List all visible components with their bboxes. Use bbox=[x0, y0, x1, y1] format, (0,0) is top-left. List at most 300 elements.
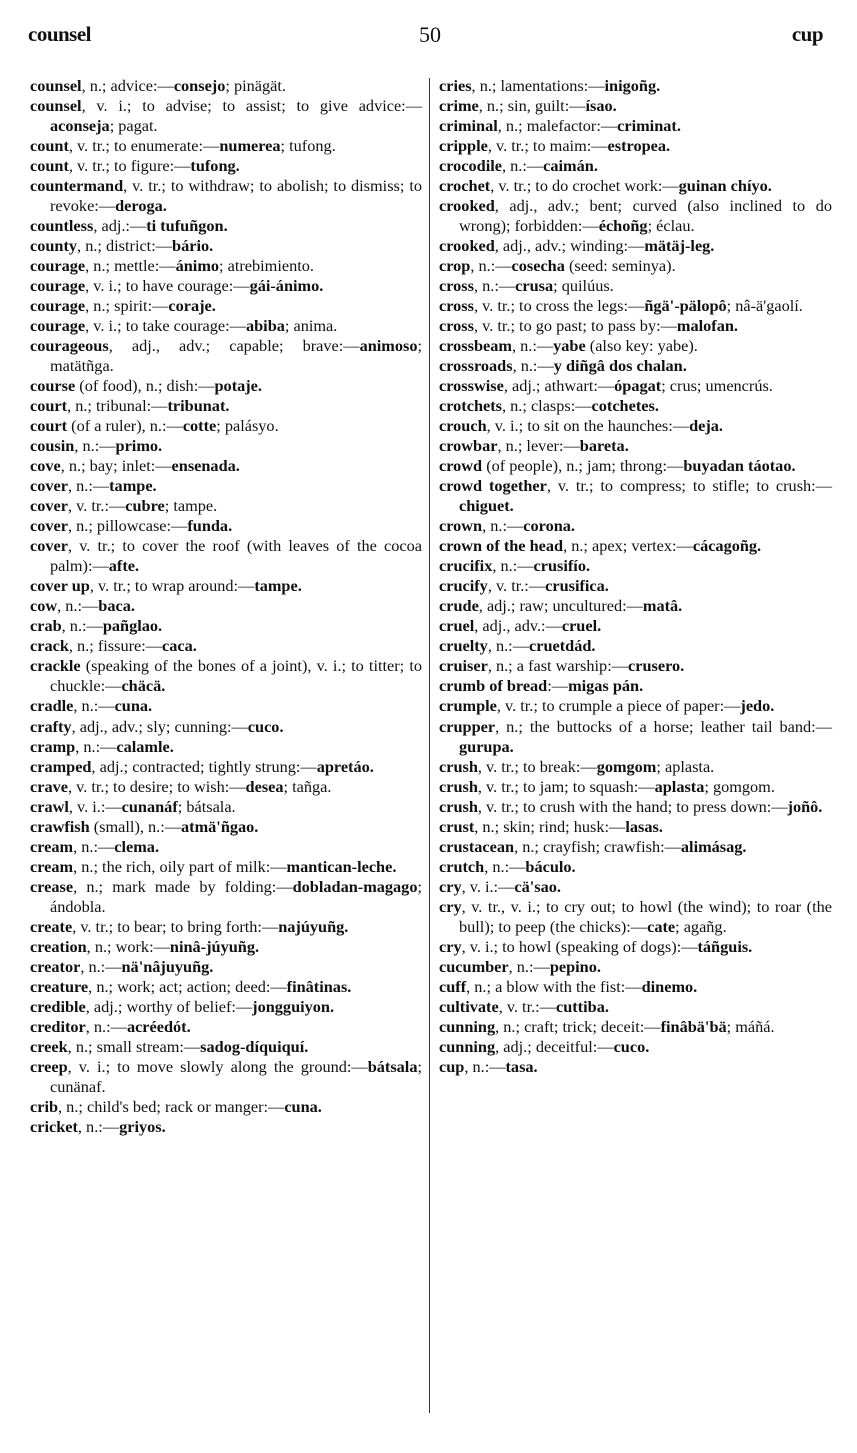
translation: gomgom bbox=[596, 756, 657, 776]
dictionary-entry bbox=[439, 356, 832, 376]
definition: , adj., adv.; sly; cunning:— bbox=[71, 716, 248, 736]
translation: bareta. bbox=[579, 436, 629, 456]
dictionary-entry bbox=[30, 216, 422, 236]
dictionary-entry bbox=[439, 997, 832, 1017]
translation: coraje. bbox=[168, 296, 216, 316]
translation-variant: ; agañg. bbox=[675, 916, 727, 936]
headword: cry bbox=[439, 896, 462, 916]
definition: , n.; bay; inlet:— bbox=[60, 456, 172, 476]
dictionary-entry bbox=[30, 236, 422, 256]
headword: cucumber bbox=[439, 956, 509, 976]
definition: , n.:— bbox=[482, 516, 524, 536]
column-divider bbox=[429, 78, 430, 1413]
translation-variant: (seed: seminya). bbox=[568, 256, 676, 276]
translation: afte. bbox=[108, 556, 140, 576]
translation: caimán. bbox=[543, 156, 598, 176]
definition: (of a ruler), n.:— bbox=[67, 416, 183, 436]
translation-variant: ; cunänaf. bbox=[50, 1056, 422, 1096]
definition: , adj.; deceitful:— bbox=[495, 1036, 614, 1056]
definition: , v. tr., v. i.; to cry out; to howl (the wind); to roar (the bull); to peep (the chicks):— bbox=[459, 896, 832, 936]
headword: cunning bbox=[439, 1036, 496, 1056]
translation: cuna. bbox=[114, 696, 153, 716]
dictionary-entry bbox=[439, 1037, 832, 1057]
translation: cuco. bbox=[247, 716, 284, 736]
translation: desea bbox=[245, 776, 284, 796]
translation-variant: (also key: yabe). bbox=[589, 336, 698, 356]
headword: crossbeam bbox=[439, 336, 512, 356]
definition: , v. tr.; to compress; to stifle; to crush:— bbox=[546, 476, 832, 496]
dictionary-entry bbox=[30, 757, 422, 777]
translation: cuco. bbox=[613, 1036, 650, 1056]
headword: crooked bbox=[439, 196, 495, 216]
definition: , n.; the rich, oily part of milk:— bbox=[73, 856, 287, 876]
definition: , n.; lever:— bbox=[497, 436, 580, 456]
translation: y diñgâ dos chalan. bbox=[553, 356, 687, 376]
headword: crab bbox=[30, 616, 62, 636]
dictionary-entry bbox=[439, 416, 832, 436]
definition: , n.:— bbox=[85, 1016, 127, 1036]
dictionary-entry bbox=[439, 176, 832, 196]
translation: bário. bbox=[172, 236, 214, 256]
translation: échoñg bbox=[598, 216, 648, 236]
dictionary-entry bbox=[439, 717, 832, 757]
dictionary-entry bbox=[439, 156, 832, 176]
headword: court bbox=[30, 396, 68, 416]
headword: cunning bbox=[439, 1016, 496, 1036]
dictionary-entry bbox=[439, 256, 832, 276]
translation-variant: ; tañga. bbox=[283, 776, 332, 796]
dictionary-entry bbox=[30, 1097, 422, 1117]
translation-variant: ; anima. bbox=[284, 316, 338, 336]
headword: cramped bbox=[30, 756, 92, 776]
headword: crime bbox=[439, 96, 479, 116]
definition: , n.; work; act; action; deed:— bbox=[88, 976, 287, 996]
headword: cross bbox=[439, 316, 474, 336]
definition: , n.:— bbox=[80, 956, 122, 976]
definition: , adj.; raw; uncultured:— bbox=[478, 596, 643, 616]
definition: , v. i.; to have courage:— bbox=[85, 276, 250, 296]
headword: crupper bbox=[439, 716, 496, 736]
dictionary-entry bbox=[439, 476, 832, 516]
definition: , n.; work:— bbox=[86, 936, 170, 956]
definition: , v. i.; to sit on the haunches:— bbox=[486, 416, 690, 436]
headword: cry bbox=[439, 876, 462, 896]
definition: , n.; crayfish; crawfish:— bbox=[514, 836, 681, 856]
translation-variant: ; pagat. bbox=[109, 116, 158, 136]
dictionary-entry bbox=[439, 817, 832, 837]
definition: , n.:— bbox=[57, 596, 99, 616]
translation: chäcä. bbox=[121, 676, 166, 696]
definition: , adj.; athwart:— bbox=[503, 376, 615, 396]
headword: crossroads bbox=[439, 356, 513, 376]
translation: finâtinas. bbox=[286, 976, 352, 996]
headword: cousin bbox=[30, 436, 75, 456]
translation-variant: ; aplasta. bbox=[656, 756, 715, 776]
headword: crown of the head bbox=[439, 536, 564, 556]
translation-variant: ; matätñga. bbox=[50, 336, 422, 376]
dictionary-entry bbox=[30, 917, 422, 937]
headword: count bbox=[30, 156, 69, 176]
definition: , n.:— bbox=[511, 336, 554, 356]
dictionary-entry bbox=[439, 556, 832, 576]
running-head-right: cup bbox=[791, 22, 823, 46]
headword: counsel bbox=[30, 76, 82, 95]
headword: crush bbox=[439, 796, 478, 816]
translation-variant: ; gomgom. bbox=[704, 776, 775, 796]
translation: yabe bbox=[553, 336, 590, 356]
definition: , n.; malefactor:— bbox=[497, 116, 618, 136]
dictionary-entry bbox=[30, 96, 422, 136]
dictionary-entry bbox=[439, 696, 832, 716]
dictionary-entry bbox=[439, 96, 832, 116]
translation: criminat. bbox=[617, 116, 681, 136]
dictionary-entry bbox=[30, 496, 422, 516]
translation: mantican-leche. bbox=[286, 856, 397, 876]
translation: chiguet. bbox=[459, 496, 514, 516]
definition: , v. tr.; to crumple a piece of paper:— bbox=[496, 696, 741, 716]
headword: crowbar bbox=[439, 436, 498, 456]
translation: funda. bbox=[187, 516, 233, 536]
headword: crude bbox=[439, 596, 479, 616]
definition: , v. tr.; to cover the roof (with leaves of the cocoa palm):— bbox=[50, 536, 422, 576]
definition: , n.; mark made by folding:— bbox=[73, 876, 293, 896]
dictionary-entry bbox=[439, 436, 832, 456]
dictionary-entry bbox=[439, 777, 832, 797]
definition: , n.; spirit:— bbox=[85, 296, 169, 316]
headword: cross bbox=[439, 276, 474, 296]
translation: baca. bbox=[98, 596, 135, 616]
headword: crucify bbox=[439, 576, 488, 596]
definition: , n.; craft; trick; deceit:— bbox=[495, 1016, 661, 1036]
translation: numerea bbox=[219, 136, 281, 156]
headword: courage bbox=[30, 296, 86, 316]
headword: cramp bbox=[30, 736, 76, 756]
dictionary-entry bbox=[439, 536, 832, 556]
headword: cover up bbox=[30, 576, 90, 596]
headword: creep bbox=[30, 1056, 68, 1076]
definition: , n.:— bbox=[74, 436, 116, 456]
translation: inigoñg. bbox=[604, 76, 661, 95]
headword: counsel bbox=[30, 96, 82, 116]
definition: , n.:— bbox=[484, 856, 526, 876]
dictionary-entry bbox=[439, 516, 832, 536]
dictionary-entry bbox=[439, 837, 832, 857]
dictionary-entry bbox=[30, 396, 422, 416]
definition: , n.; child's bed; rack or manger:— bbox=[58, 1096, 285, 1116]
translation: najúyuñg. bbox=[278, 916, 349, 936]
translation: deroga. bbox=[115, 196, 167, 216]
dictionary-entry bbox=[30, 1037, 422, 1057]
dictionary-entry bbox=[30, 717, 422, 737]
dictionary-entry bbox=[30, 977, 422, 997]
headword: cruel bbox=[439, 616, 475, 636]
translation: jedo. bbox=[740, 696, 775, 716]
translation: consejo bbox=[173, 76, 226, 95]
translation: ánimo bbox=[175, 256, 220, 276]
translation: cruel. bbox=[561, 616, 602, 636]
translation: matâ. bbox=[642, 596, 683, 616]
definition: , n.; pillowcase:— bbox=[67, 516, 188, 536]
dictionary-entry bbox=[30, 336, 422, 376]
headword: cry bbox=[439, 936, 462, 956]
dictionary-entry bbox=[439, 376, 832, 396]
translation: ensenada. bbox=[171, 456, 240, 476]
translation: mätäj-leg. bbox=[644, 236, 715, 256]
definition: , n.; the buttocks of a horse; leather tail band:— bbox=[495, 716, 832, 736]
translation: báculo. bbox=[525, 856, 576, 876]
definition: , v. tr.; to enumerate:— bbox=[68, 136, 220, 156]
definition: , n.; clasps:— bbox=[502, 396, 592, 416]
headword: crumple bbox=[439, 696, 497, 716]
translation-variant: ; palásyo. bbox=[216, 416, 279, 436]
headword: courage bbox=[30, 316, 86, 336]
dictionary-entry bbox=[439, 116, 832, 136]
dictionary-entry bbox=[30, 436, 422, 456]
definition: (small), n.:— bbox=[89, 816, 182, 836]
dictionary-entry bbox=[30, 777, 422, 797]
dictionary-entry bbox=[439, 236, 832, 256]
definition: , n.; sin, guilt:— bbox=[478, 96, 586, 116]
translation: acréedót. bbox=[126, 1016, 191, 1036]
headword: cradle bbox=[30, 696, 74, 716]
translation: migas pán. bbox=[568, 676, 644, 696]
definition: , n.; apex; vertex:— bbox=[563, 536, 693, 556]
dictionary-entry bbox=[439, 456, 832, 476]
definition: , n.:— bbox=[61, 616, 103, 636]
right-column bbox=[439, 76, 832, 1077]
translation: cosecha bbox=[511, 256, 569, 276]
headword: county bbox=[30, 236, 78, 256]
headword: crust bbox=[439, 816, 475, 836]
dictionary-entry bbox=[439, 276, 832, 296]
definition: , v. tr.; to withdraw; to abolish; to dismiss; to revoke:— bbox=[50, 176, 422, 216]
left-column bbox=[30, 76, 422, 1137]
dictionary-entry bbox=[439, 857, 832, 877]
dictionary-entry bbox=[439, 957, 832, 977]
dictionary-entry bbox=[30, 1017, 422, 1037]
translation-variant: ; crus; umencrús. bbox=[661, 376, 773, 396]
dictionary-entry bbox=[30, 296, 422, 316]
dictionary-entry bbox=[30, 276, 422, 296]
headword: crowd bbox=[439, 456, 483, 476]
dictionary-entry bbox=[30, 937, 422, 957]
definition: , n.; fissure:— bbox=[68, 636, 163, 656]
headword: crush bbox=[439, 776, 478, 796]
definition: , v. tr.; to crush with the hand; to press down:— bbox=[477, 796, 788, 816]
translation-variant: ; atrebimiento. bbox=[219, 256, 314, 276]
translation: potaje. bbox=[214, 376, 262, 396]
dictionary-entry bbox=[30, 596, 422, 616]
translation: cunanáf bbox=[121, 796, 178, 816]
headword: crosswise bbox=[439, 376, 504, 396]
definition: , n.:— bbox=[77, 1116, 120, 1136]
definition: , adj., adv.; bent; curved (also inclined to do wrong); forbidden:— bbox=[459, 196, 832, 236]
headword: credible bbox=[30, 996, 86, 1016]
translation: joñô. bbox=[787, 796, 823, 816]
translation: jongguiyon. bbox=[252, 996, 335, 1016]
headword: cover bbox=[30, 476, 68, 496]
definition: , n.; small stream:— bbox=[67, 1036, 201, 1056]
headword: courageous bbox=[30, 336, 109, 356]
dictionary-entry bbox=[30, 997, 422, 1017]
definition: , v. tr.; to bear; to bring forth:— bbox=[72, 916, 279, 936]
translation: guinan chíyo. bbox=[678, 176, 772, 196]
headword: creator bbox=[30, 956, 81, 976]
dictionary-entry bbox=[30, 696, 422, 716]
translation: ópagat bbox=[614, 376, 662, 396]
headword: cow bbox=[30, 596, 58, 616]
headword: cricket bbox=[30, 1116, 78, 1136]
headword: crotchets bbox=[439, 396, 502, 416]
headword: crowd together bbox=[439, 476, 547, 496]
dictionary-entry bbox=[30, 576, 422, 596]
dictionary-entry bbox=[30, 656, 422, 696]
definition: (of food), n.; dish:— bbox=[75, 376, 215, 396]
definition: , v. i.; to howl (speaking of dogs):— bbox=[461, 936, 698, 956]
translation: deja. bbox=[689, 416, 723, 436]
dictionary-entry bbox=[30, 957, 422, 977]
headword: cream bbox=[30, 836, 74, 856]
definition: , n.; a blow with the fist:— bbox=[466, 976, 642, 996]
headword: courage bbox=[30, 256, 86, 276]
dictionary-entry bbox=[439, 76, 832, 96]
definition: , v. tr.; to maim:— bbox=[487, 136, 608, 156]
definition: , adj.:— bbox=[93, 216, 147, 236]
definition: , v. i.:— bbox=[461, 876, 515, 896]
dictionary-entry bbox=[30, 636, 422, 656]
headword: count bbox=[30, 136, 69, 156]
headword: crawfish bbox=[30, 816, 90, 836]
headword: cuff bbox=[439, 976, 467, 996]
definition: , n.; tribunal:— bbox=[67, 396, 168, 416]
dictionary-entry bbox=[439, 937, 832, 957]
headword: course bbox=[30, 376, 76, 396]
headword: crush bbox=[439, 756, 478, 776]
headword: cream bbox=[30, 856, 74, 876]
definition: , n.:— bbox=[473, 276, 516, 296]
headword: cultivate bbox=[439, 996, 499, 1016]
dictionary-entry bbox=[439, 636, 832, 656]
translation: tasa. bbox=[505, 1056, 538, 1076]
dictionary-entry bbox=[439, 877, 832, 897]
definition: , v. tr.:— bbox=[487, 576, 546, 596]
definition: , v. tr.; to figure:— bbox=[68, 156, 191, 176]
dictionary-entry bbox=[439, 336, 832, 356]
dictionary-entry bbox=[439, 797, 832, 817]
translation-variant: ; tufong. bbox=[280, 136, 336, 156]
translation: alimásag. bbox=[680, 836, 747, 856]
definition: , v. tr.; to wrap around:— bbox=[89, 576, 255, 596]
translation-variant: ; tampe. bbox=[164, 496, 218, 516]
headword: crucifix bbox=[439, 556, 493, 576]
translation: pañglao. bbox=[102, 616, 163, 636]
headword: crocodile bbox=[439, 156, 502, 176]
dictionary-entry bbox=[30, 416, 422, 436]
dictionary-entry bbox=[30, 837, 422, 857]
translation: aconseja bbox=[50, 116, 110, 136]
definition: , n.:— bbox=[512, 356, 554, 376]
translation: tampe. bbox=[109, 476, 157, 496]
headword: cover bbox=[30, 516, 68, 536]
translation: cotchetes. bbox=[591, 396, 659, 416]
headword: crown bbox=[439, 516, 483, 536]
definition: , v. tr.; to cross the legs:— bbox=[473, 296, 645, 316]
translation: nä'nâjuyuñg. bbox=[121, 956, 214, 976]
definition: :— bbox=[547, 676, 569, 696]
dictionary-entry bbox=[30, 516, 422, 536]
headword: crawl bbox=[30, 796, 69, 816]
headword: cover bbox=[30, 496, 68, 516]
definition: , n.; advice:— bbox=[81, 76, 174, 95]
headword: creditor bbox=[30, 1016, 86, 1036]
dictionary-entry bbox=[30, 877, 422, 917]
definition: , adj., adv.:— bbox=[474, 616, 562, 636]
definition: , n.; lamentations:— bbox=[471, 76, 605, 95]
dictionary-entry bbox=[30, 616, 422, 636]
translation: ísao. bbox=[585, 96, 617, 116]
translation: pepino. bbox=[549, 956, 601, 976]
translation: cuna. bbox=[284, 1096, 322, 1116]
definition: , v. i.; to take courage:— bbox=[85, 316, 246, 336]
definition: , n.:— bbox=[502, 156, 544, 176]
translation: tufong. bbox=[190, 156, 240, 176]
translation: crusa bbox=[515, 276, 554, 296]
definition: , adj.; worthy of belief:— bbox=[85, 996, 253, 1016]
translation: clema. bbox=[114, 836, 160, 856]
translation: cruetdád. bbox=[529, 636, 596, 656]
headword: crack bbox=[30, 636, 69, 656]
definition: , n.:— bbox=[67, 476, 110, 496]
headword: crouch bbox=[439, 416, 487, 436]
dictionary-entry bbox=[30, 376, 422, 396]
dictionary-entry bbox=[30, 476, 422, 496]
translation: sadog-díquiquí. bbox=[200, 1036, 309, 1056]
headword: crop bbox=[439, 256, 471, 276]
definition: , n.:— bbox=[464, 1056, 506, 1076]
definition: , n.:— bbox=[73, 696, 115, 716]
dictionary-entry bbox=[439, 1057, 832, 1077]
headword: cripple bbox=[439, 136, 488, 156]
headword: crooked bbox=[439, 236, 495, 256]
dictionary-entry bbox=[30, 176, 422, 216]
dictionary-entry bbox=[439, 977, 832, 997]
headword: creation bbox=[30, 936, 87, 956]
dictionary-entry bbox=[30, 817, 422, 837]
headword: cross bbox=[439, 296, 474, 316]
translation-variant: ; quilúus. bbox=[553, 276, 614, 296]
dictionary-entry bbox=[30, 256, 422, 276]
definition: , n.:— bbox=[487, 636, 529, 656]
dictionary-entry bbox=[439, 757, 832, 777]
translation: cate bbox=[647, 916, 676, 936]
translation-variant: ; bátsala. bbox=[177, 796, 236, 816]
headword: crave bbox=[30, 776, 68, 796]
dictionary-entry bbox=[439, 396, 832, 416]
translation: ti tufuñgon. bbox=[146, 216, 228, 236]
dictionary-entry bbox=[439, 676, 832, 696]
headword: courage bbox=[30, 276, 86, 296]
translation: lasas. bbox=[625, 816, 663, 836]
translation: animoso bbox=[359, 336, 418, 356]
headword: crochet bbox=[439, 176, 491, 196]
definition: , v. tr.:— bbox=[67, 496, 126, 516]
definition: , n.; a fast warship:— bbox=[487, 656, 628, 676]
translation: calamle. bbox=[116, 736, 174, 756]
headword: crease bbox=[30, 876, 74, 896]
definition: , v. tr.; to jam; to squash:— bbox=[477, 776, 655, 796]
translation: gái-ánimo. bbox=[249, 276, 324, 296]
dictionary-entry bbox=[30, 737, 422, 757]
